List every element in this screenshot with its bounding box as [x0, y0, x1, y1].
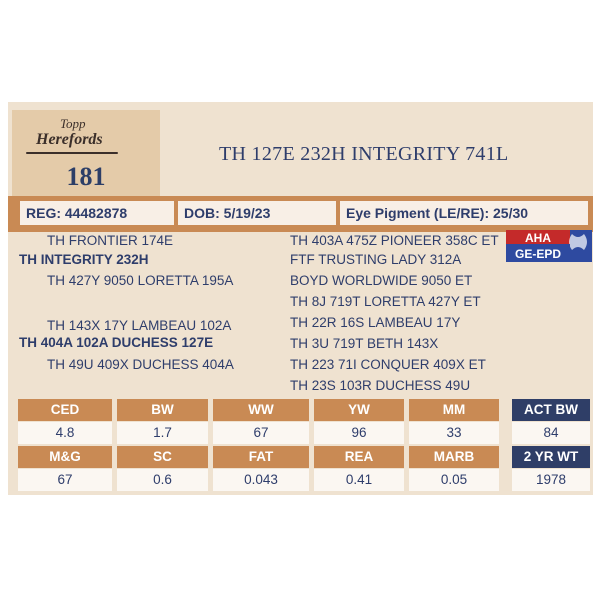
actual-bw-header: ACT BW: [512, 399, 590, 421]
epd-value: 0.05: [409, 469, 499, 491]
epd-value: 4.8: [18, 422, 112, 444]
pedigree-dam-sire: TH 143X 17Y LAMBEAU 102A: [47, 318, 232, 333]
epd-header: MARB: [409, 446, 499, 468]
aha-badge-bottom: GE-EPD: [514, 247, 562, 261]
epd-header: REA: [314, 446, 404, 468]
epd-header: M&G: [18, 446, 112, 468]
pedigree-sire-sire: TH FRONTIER 174E: [47, 233, 174, 248]
eye-pigment: Eye Pigment (LE/RE): 25/30: [340, 201, 588, 225]
epd-header: YW: [314, 399, 404, 421]
epd-value: 0.043: [213, 469, 309, 491]
logo-line1: Topp: [60, 116, 86, 131]
lot-number: 181: [66, 162, 106, 191]
pedigree-ancestor: TH 23S 103R DUCHESS 49U: [290, 378, 471, 393]
epd-header: SC: [117, 446, 208, 468]
logo-line2: Herefords: [36, 131, 103, 148]
animal-name: TH 127E 232H INTEGRITY 741L: [219, 143, 509, 165]
pedigree-sire: TH INTEGRITY 232H: [19, 252, 149, 267]
epd-header: WW: [213, 399, 309, 421]
epd-header: BW: [117, 399, 208, 421]
epd-value: 0.6: [117, 469, 208, 491]
aha-badge-top: AHA: [525, 231, 551, 245]
topp-herefords-logo: [22, 116, 132, 158]
epd-value: 67: [213, 422, 309, 444]
pedigree-ancestor: FTF TRUSTING LADY 312A: [290, 252, 462, 267]
epd-value: 0.41: [314, 469, 404, 491]
epd-header: FAT: [213, 446, 309, 468]
pedigree-ancestor: TH 8J 719T LORETTA 427Y ET: [290, 294, 481, 309]
pedigree-sire-dam: TH 427Y 9050 LORETTA 195A: [47, 273, 234, 288]
pedigree-ancestor: TH 223 71I CONQUER 409X ET: [290, 357, 486, 372]
two-year-weight-value: 1978: [512, 469, 590, 491]
pedigree-dam: TH 404A 102A DUCHESS 127E: [19, 335, 214, 350]
epd-value: 1.7: [117, 422, 208, 444]
date-of-birth: DOB: 5/19/23: [178, 201, 336, 225]
logo-swoosh-icon: [26, 152, 118, 154]
registration-number: REG: 44482878: [20, 201, 174, 225]
aha-ge-epd-logo: [506, 230, 592, 262]
pedigree-dam-dam: TH 49U 409X DUCHESS 404A: [47, 357, 234, 372]
pedigree-ancestor: BOYD WORLDWIDE 9050 ET: [290, 273, 473, 288]
epd-value: 96: [314, 422, 404, 444]
two-year-weight-header: 2 YR WT: [512, 446, 590, 468]
pedigree-ancestor: TH 403A 475Z PIONEER 358C ET: [290, 233, 499, 248]
epd-value: 33: [409, 422, 499, 444]
pedigree-ancestor: TH 3U 719T BETH 143X: [290, 336, 439, 351]
epd-header: MM: [409, 399, 499, 421]
actual-bw-value: 84: [512, 422, 590, 444]
pedigree-ancestor: TH 22R 16S LAMBEAU 17Y: [290, 315, 461, 330]
epd-value: 67: [18, 469, 112, 491]
epd-header: CED: [18, 399, 112, 421]
